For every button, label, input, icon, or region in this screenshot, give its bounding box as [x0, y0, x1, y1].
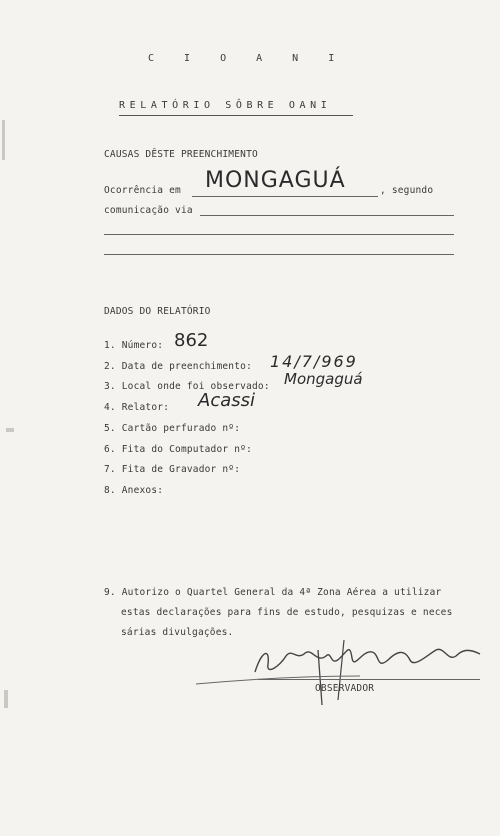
item-value-4: Acassi [198, 390, 255, 411]
item-label-8: 8. Anexos: [104, 485, 164, 496]
segundo-text: , segundo [380, 185, 434, 196]
item-label-6: 6. Fita do Computador nº: [104, 444, 252, 455]
autorizacao-line-2: estas declarações para fins de estudo, pesquizas e neces [121, 607, 453, 618]
item-value-1: 862 [174, 330, 209, 351]
dados-heading: DADOS DO RELATÓRIO [104, 306, 211, 317]
autorizacao-line-1: 9. Autorizo o Quartel General da 4ª Zona Aérea a utilizar [104, 587, 442, 598]
item-value-2: 14/7/969 [270, 352, 358, 371]
autorizacao-line-3: sárias divulgações. [121, 627, 234, 638]
ocorrencia-label: Ocorrência em [104, 185, 181, 196]
ocorrencia-value: MONGAGUÁ [205, 168, 346, 193]
item-label-4: 4. Relator: [104, 402, 170, 413]
item-value-3: Mongaguá [284, 370, 363, 388]
item-label-2: 2. Data de preenchimento: [104, 361, 252, 372]
signature-line [258, 679, 480, 680]
item-label-7: 7. Fita de Gravador nº: [104, 464, 241, 475]
item-label-3: 3. Local onde foi observado: [104, 381, 270, 392]
report-title: RELATÓRIO SÔBRE OANI [119, 100, 332, 111]
signature-caption: OBSERVADOR [315, 683, 375, 694]
comunicacao-label: comunicação via [104, 205, 193, 216]
causas-heading: CAUSAS DÊSTE PREENCHIMENTO [104, 149, 258, 160]
org-header: C I O A N I [148, 53, 347, 64]
item-label-1: 1. Número: [104, 340, 164, 351]
item-label-5: 5. Cartão perfurado nº: [104, 423, 241, 434]
